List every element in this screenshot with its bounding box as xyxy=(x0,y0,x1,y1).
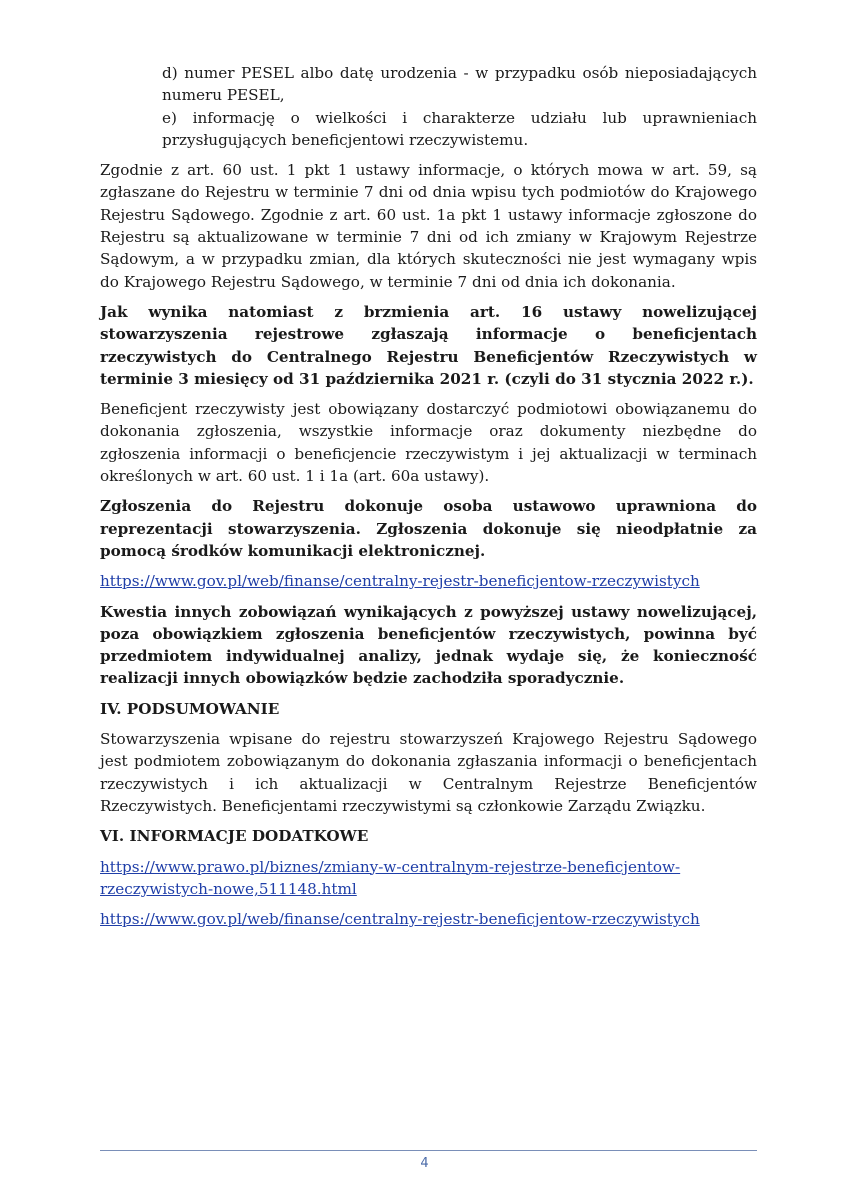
section-heading-summary: IV. PODSUMOWANIE xyxy=(100,699,280,718)
paragraph-other-obligations: Kwestia innych zobowiązań wynikających z powyższej ustawy nowelizującej, poza obowiązkiem zgłoszenia beneficjentów rzeczywistych, powinna być przedmiotem indywidualnej analizy, jednak wydaje się, że konieczność realizacji innych obowiązków będzie zachodziła sporadycznie. xyxy=(100,602,757,688)
link-gov-register[interactable]: https://www.gov.pl/web/finanse/centralny-rejestr-beneficjentow-rzeczywistych xyxy=(100,572,700,591)
list-item-d: d) numer PESEL albo datę urodzenia - w przypadku osób nieposiadających numeru PESEL, xyxy=(162,64,757,105)
section-heading-additional-info: VI. INFORMACJE DODATKOWE xyxy=(100,827,369,846)
paragraph-amendment-deadline: Jak wynika natomiast z brzmienia art. 16 ustawy nowelizującej stowarzyszenia rejestrowe zgłaszają informacje o beneficjentach rzeczywistych do Centralnego Rejestru Beneficjentów Rzeczywistych w terminie 3 miesięcy od 31 października 2021 r. (czyli do 31 stycznia 2022 r.). xyxy=(100,302,757,388)
page-content xyxy=(100,62,757,938)
link-prawo-article[interactable]: https://www.prawo.pl/biznes/zmiany-w-centralnym-rejestrze-beneficjentow-rzeczywistych-nowe,511148.html xyxy=(100,857,681,898)
page-number: 4 xyxy=(420,1156,429,1171)
paragraph-summary: Stowarzyszenia wpisane do rejestru stowarzyszeń Krajowego Rejestru Sądowego jest podmiotem zobowiązanym do dokonania zgłaszania informacji o beneficjentach rzeczywistych i ich aktualizacji w Centralnym Rejestrze Beneficjentów Rzeczywistych. Beneficjentami rzeczywistymi są członkowie Zarządu Związku. xyxy=(100,730,757,815)
paragraph-registration-method: Zgłoszenia do Rejestru dokonuje osoba ustawowo uprawniona do reprezentacji stowarzyszenia. Zgłoszenia dokonuje się nieodpłatnie za pomocą środków komunikacji elektronicznej. xyxy=(100,497,757,560)
paragraph-beneficiary-obligation: Beneficjent rzeczywisty jest obowiązany dostarczyć podmiotowi obowiązanemu do dokonania zgłoszenia, wszystkie informacje oraz dokumenty niezbędne do zgłoszenia informacji o beneficjencie rzeczywistym i jej aktualizacji w terminach określonych w art. 60 ust. 1 i 1a (art. 60a ustawy). xyxy=(100,400,757,486)
list-item-e: e) informację o wielkości i charakterze udziału lub uprawnieniach przysługujących beneficjentowi rzeczywistemu. xyxy=(162,108,757,149)
beneficiary-info-list xyxy=(162,62,757,151)
footer-divider xyxy=(100,1150,757,1151)
link-gov-register-2[interactable]: https://www.gov.pl/web/finanse/centralny-rejestr-beneficjentow-rzeczywistych xyxy=(100,910,700,929)
paragraph-deadlines: Zgodnie z art. 60 ust. 1 pkt 1 ustawy informacje, o których mowa w art. 59, są zgłaszane do Rejestru w terminie 7 dni od dnia wpisu tych podmiotów do Krajowego Rejestru Sądowego. Zgodnie z art. 60 ust. 1a pkt 1 ustawy informacje zgłoszone do Rejestru są aktualizowane w terminie 7 dni od ich zmiany w Krajowym Rejestrze Sądowym, a w przypadku zmian, dla których skuteczności nie jest wymagany wpis do Krajowego Rejestru Sądowego, w terminie 7 dni od dnia ich dokonania. xyxy=(100,161,757,291)
